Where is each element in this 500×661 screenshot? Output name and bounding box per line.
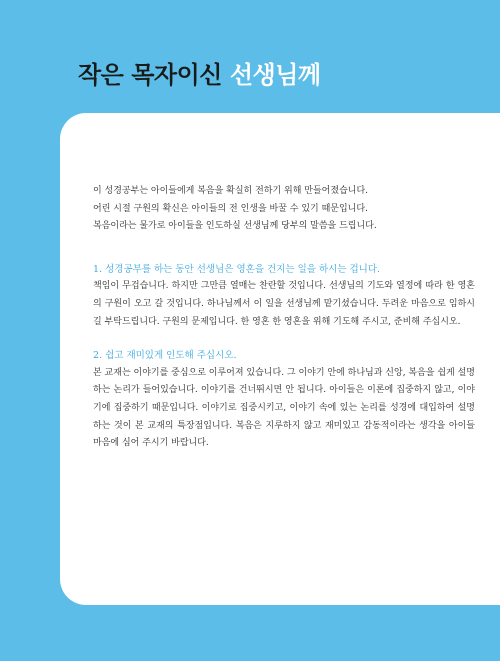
section-1-body: 책임이 무겁습니다. 하지만 그만큼 열매는 찬란할 것입니다. 선생님의 기도와 열정에 따라 한 영혼의 구원이 오고 갈 것입니다. 하나님께서 이 일을 선생님께 맡기셨습니다. 두려운 마음으로 임하시길 부탁드립니다. 구원의 문제입니다. 한 영혼 한 영혼을 위해 기도해 주시고, 준비해 주십시오. [93, 281, 475, 327]
section-2 [93, 347, 475, 453]
intro-line-3: 복음이라는 물가로 아이들을 인도하실 선생님께 당부의 말씀을 드립니다. [93, 221, 377, 232]
intro-line-1: 이 성경공부는 아이들에게 복음을 확실히 전하기 위해 만들어졌습니다. [93, 186, 369, 196]
title-dark-part: 작은 목자이신 [78, 61, 230, 89]
section-2-heading: 2. 쉽고 재미있게 인도해 주십시오. [93, 350, 237, 362]
intro-paragraph [93, 183, 475, 236]
intro-line-2: 어린 시절 구원의 확신은 아이들의 전 인생을 바꿀 수 있기 때문입니다. [93, 203, 368, 214]
title-white-part: 선생님께 [229, 61, 321, 89]
section-1-heading: 1. 성경공부를 하는 동안 선생님은 영혼을 건지는 일을 하시는 겁니다. [93, 263, 381, 275]
page-title [78, 60, 321, 90]
section-1 [93, 261, 475, 331]
document-body [93, 183, 475, 453]
section-2-body: 본 교재는 이야기를 중심으로 이루어져 있습니다. 그 이야기 안에 하나님과 신앙, 복음을 쉽게 설명하는 논리가 들어있습니다. 이야기를 건너뛰시면 안 됩니다. 아이들은 이론에 집중하지 않고, 이야기에 집중하기 때문입니다. 이야기로 집중시키고, 이야기 속에 있는 논리를 성경에 대입하여 설명하는 것이 본 교재의 특장점입니다. 복음은 지루하지 않고 재미있고 감동적이라는 생각을 아이들 마음에 심어 주시기 바랍니다. [93, 367, 475, 449]
